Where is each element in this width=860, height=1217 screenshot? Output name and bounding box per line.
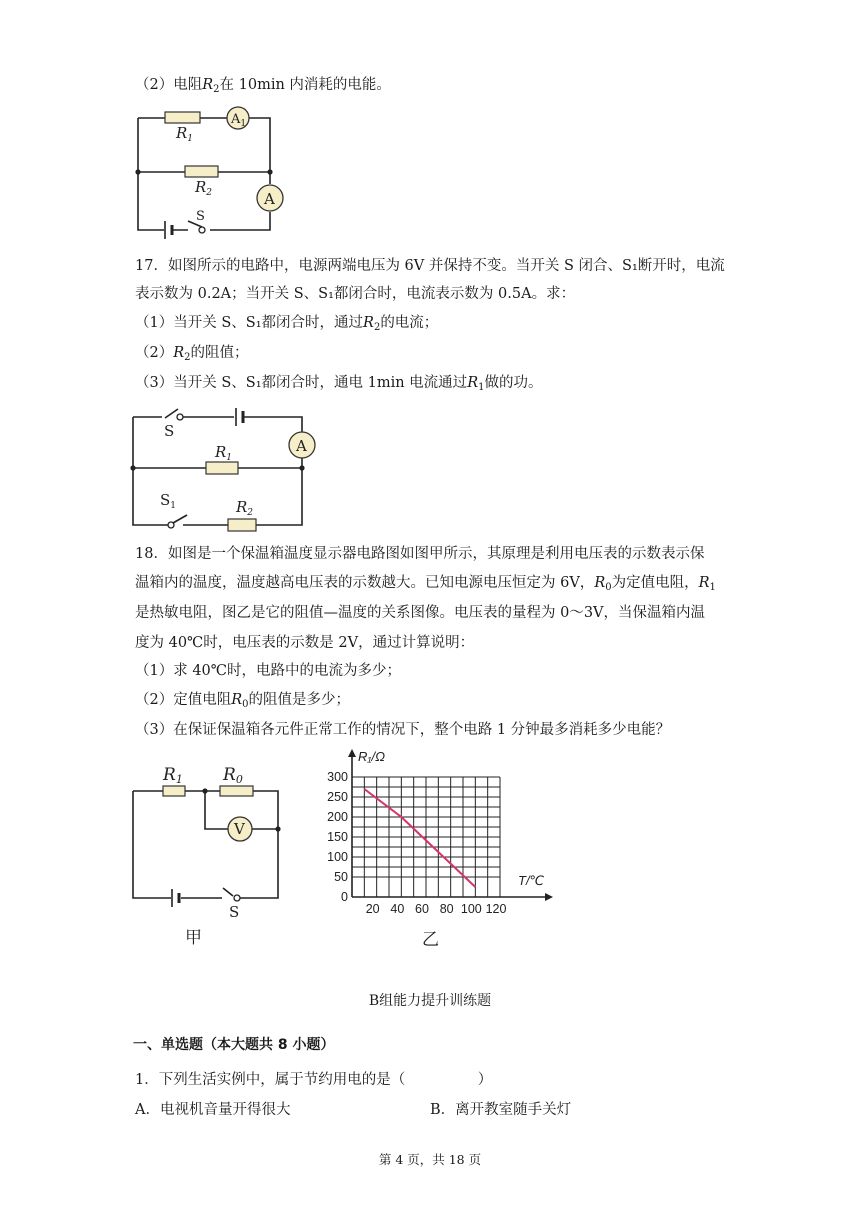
q17-junction-left xyxy=(130,465,135,470)
chart-x-arrow xyxy=(545,893,553,901)
q17-part2: $(2)R_2$的阻值； xyxy=(135,345,249,363)
q17-r2-label: $R_2$ xyxy=(236,498,254,518)
q18-line1: 18．如图是一个保温箱温度显示器电路图如图甲所示，其原理是利用电压表的示数表示保 xyxy=(135,546,705,562)
q17-r1-resistor xyxy=(206,462,238,474)
q16-r2-resistor xyxy=(185,166,218,177)
q18-r0-resistor xyxy=(220,786,253,796)
chart-x-tick-label: 40 xyxy=(390,902,405,916)
chart-y-arrow xyxy=(348,749,356,757)
q16-a-label: A xyxy=(264,190,275,208)
q17-r2-resistor xyxy=(228,519,256,531)
chart-y-tick-label: 50 xyxy=(334,870,348,884)
q18-line3: 是热敏电阻，图乙是它的阻值—温度的关系图像。电压表的量程为 0～3V，当保温箱内温 xyxy=(135,605,706,621)
q1-stem: 1．下列生活实例中，属于节约用电的是（ ） xyxy=(135,1072,493,1088)
q17-r1-label: $R_1$ xyxy=(215,443,233,463)
q18-caption-yi: 乙 xyxy=(422,930,439,950)
chart-y-tick-label: 0 xyxy=(341,890,348,904)
q18-s-label: S xyxy=(229,903,240,921)
q16-junction-right xyxy=(267,169,272,174)
chart-x-tick-label: 100 xyxy=(460,902,482,916)
chart-y-tick-label: 250 xyxy=(327,790,348,804)
q16-a1-label: $A_1$ xyxy=(231,112,247,129)
chart-y-tick-label: 200 xyxy=(327,810,348,824)
page-footer: 第 4 页，共 18 页 xyxy=(378,1152,482,1167)
chart-y-tick-label: 150 xyxy=(327,830,348,844)
q1-option-b: B．离开教室随手关灯 xyxy=(430,1102,572,1118)
q16-r2-label: $R_2$ xyxy=(195,178,213,198)
chart-y-tick-label: 100 xyxy=(327,850,348,864)
q17-line1: 17．如图所示的电路中，电源两端电压为 6V 并保持不变。当开关 S 闭合、S₁断开时，电流 xyxy=(135,258,725,274)
q18-part3: （3）在保证保温箱各元件正常工作的情况下，整个电路 1 分钟最多消耗多少电能？ xyxy=(135,722,671,738)
q18-switch-pivot xyxy=(234,895,240,901)
q17-a-label: A xyxy=(296,437,307,455)
q18-part2: （2）定值电阻$R_0$的阻值是多少； xyxy=(135,692,351,710)
chart-x-tick-label: 80 xyxy=(439,902,454,916)
q18-junction-top xyxy=(202,788,207,793)
q18-chart-yi xyxy=(320,745,560,950)
q17-line2: 表示数为 0.2A；当开关 S、S₁都闭合时，电流表示数为 0.5A。求： xyxy=(135,286,576,302)
chart-x-tick-label: 120 xyxy=(485,902,507,916)
q16-junction-left xyxy=(135,169,140,174)
q18-wires xyxy=(133,791,278,898)
q16-part2: （2）电阻$R_2$在 10min 内消耗的电能。 xyxy=(135,77,391,95)
q16-r1-label: $R_1$ xyxy=(176,124,194,144)
q16-switch-pivot xyxy=(199,227,205,233)
q18-r0-label: R0 xyxy=(223,765,243,786)
section-heading: 一、单选题（本大题共 8 小题） xyxy=(133,1037,335,1053)
q18-line4: 度为 40℃时，电压表的示数是 2V，通过计算说明： xyxy=(135,635,475,651)
q16-circuit-figure xyxy=(130,100,290,245)
chart-series-line xyxy=(364,789,475,887)
q18-junction-right xyxy=(275,826,280,831)
q17-part3: （3）当开关 S、S₁都闭合时，通电 1min 电流通过$R_1$做的功。 xyxy=(135,375,543,393)
chart-y-label: R₁/Ω xyxy=(358,749,385,764)
q18-r1-label: R1 xyxy=(163,765,183,786)
q17-s-label: S xyxy=(164,422,175,440)
q18-part1: （1）求 40℃时，电路中的电流为多少； xyxy=(135,663,402,679)
q17-circuit-figure xyxy=(128,400,318,535)
q17-junction-right xyxy=(299,465,304,470)
q16-r1-resistor xyxy=(165,112,200,123)
q18-switch-blade xyxy=(223,888,233,896)
chart-x-label: T/℃ xyxy=(518,873,545,888)
q17-s1-label: $S_1$ xyxy=(160,491,177,511)
q18-r1-resistor xyxy=(163,786,185,796)
chart-y-tick-label: 300 xyxy=(327,770,348,784)
q17-switch-s1-blade xyxy=(173,515,187,523)
q1-option-a: A．电视机音量开得很大 xyxy=(135,1102,291,1118)
q17-part1: （1）当开关 S、S₁都闭合时，通过$R_2$的电流； xyxy=(135,315,439,333)
q18-v-label: V xyxy=(234,820,245,838)
q18-circuit-jia xyxy=(125,760,295,950)
q18-caption-jia: 甲 xyxy=(185,928,202,948)
q18-line2: 温箱内的温度，温度越高电压表的示数越大。已知电源电压恒定为 6V，$R_0$为定值电阻，$R_1$ xyxy=(135,575,716,593)
q16-s-label: S xyxy=(196,209,205,224)
q17-switch-s-pivot xyxy=(177,414,183,420)
chart-x-tick-label: 60 xyxy=(415,902,429,916)
q17-switch-s-blade xyxy=(165,409,178,418)
section-b-title: B组能力提升训练题 xyxy=(368,993,492,1009)
chart-x-tick-label: 20 xyxy=(365,902,380,916)
